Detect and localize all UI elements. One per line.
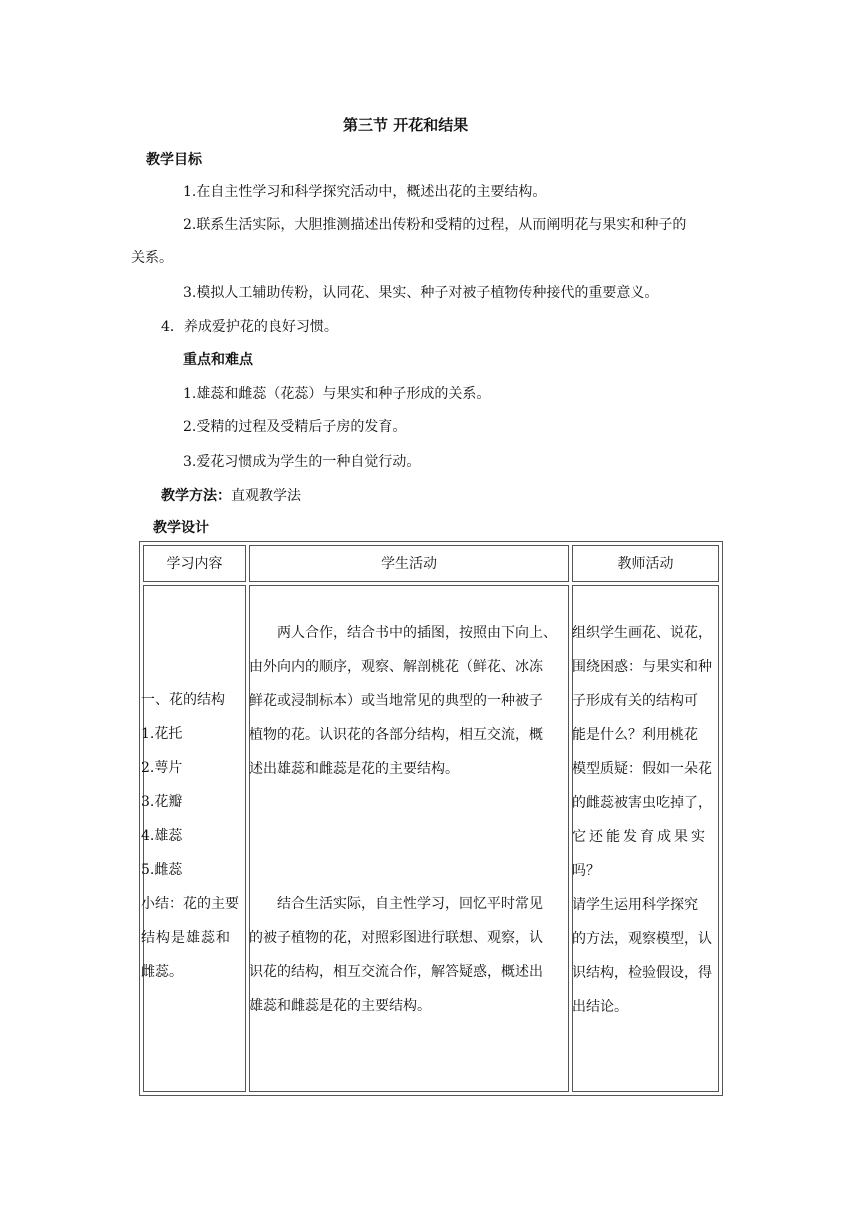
teaching-method (161, 485, 301, 505)
table-header-cell: 学生活动 (249, 545, 569, 582)
table-header-row (143, 545, 719, 582)
table-cell-line: 一、花的结构 (141, 692, 225, 708)
table-cell-line: 的方法，观察模型，认 (572, 931, 712, 947)
table-cell-line: 述出雄蕊和雌蕊是花的主要结构。 (249, 761, 459, 777)
table-cell-line: 雄蕊和雌蕊是花的主要结构。 (249, 998, 431, 1014)
table-cell-line: 鲜花或浸制标本）或当地常见的典型的一种被子 (249, 693, 543, 709)
page-title: 第三节 开花和结果 (343, 116, 469, 134)
objective-item: 1.在自主性学习和科学探究活动中，概述出花的主要结构。 (183, 184, 547, 200)
table-cell-line: 模型质疑：假如一朵花 (572, 761, 712, 777)
table-cell-line: 3.花瓣 (141, 794, 183, 810)
method-value: 直观教学法 (231, 488, 301, 504)
student-activity-text (249, 887, 543, 1023)
objectives-heading: 教学目标 (146, 152, 202, 168)
table-cell-line: 围绕困惑：与果实和种 (572, 659, 712, 675)
table-cell-line: 1.花托 (141, 726, 183, 742)
table-cell-line: 吗？ (572, 863, 600, 879)
objective-item: 2.联系生活实际，大胆推测描述出传粉和受精的过程，从而阐明花与果实和种子的 (183, 217, 687, 233)
table-cell-line: 由外向内的顺序，观察、解剖桃花（鲜花、冰冻 (249, 659, 543, 675)
table-header-cell: 学习内容 (143, 545, 246, 582)
table-cell-line: 雌蕊。 (141, 964, 183, 980)
table-cell-line: 5.雌蕊 (141, 862, 183, 878)
table-cell-line: 它还能发育成果实 (572, 829, 708, 845)
keypoint-item: 1.雄蕊和雌蕊（花蕊）与果实和种子形成的关系。 (183, 386, 491, 402)
teacher-activity-text (572, 616, 712, 1024)
table-cell-line: 的雌蕊被害虫吃掉了， (572, 795, 712, 811)
table-cell-line: 子形成有关的结构可 (572, 693, 698, 709)
table-cell-line: 2.萼片 (141, 760, 183, 776)
keypoint-item: 3.爱花习惯成为学生的一种自觉行动。 (183, 454, 421, 470)
keypoint-item: 2.受精的过程及受精后子房的发育。 (183, 419, 407, 435)
table-cell-line: 请学生运用科学探究 (572, 897, 698, 913)
table-cell-line: 能是什么？利用桃花 (572, 727, 698, 743)
student-activity-text (249, 616, 557, 786)
table-cell-line: 结构是雄蕊和 (141, 930, 231, 946)
table-cell-line: 组织学生画花、说花， (572, 625, 712, 641)
table-cell-line: 出结论。 (572, 999, 628, 1015)
objective-item: 3.模拟人工辅助传粉，认同花、果实、种子对被子植物传种接代的重要意义。 (183, 285, 659, 301)
table-cell-line: 识花的结构，相互交流合作，解答疑惑，概述出 (249, 964, 543, 980)
table-cell-line: 结合生活实际，自主性学习，回忆平时常见 (249, 896, 543, 912)
table-header-cell: 教师活动 (572, 545, 719, 582)
table-cell-line: 4.雄蕊 (141, 828, 183, 844)
objective-item: 4．养成爱护花的良好习惯。 (161, 319, 338, 335)
table-cell-line: 小结：花的主要 (141, 896, 239, 912)
design-table (139, 541, 723, 1096)
table-cell-line: 识结构，检验假设，得 (572, 965, 712, 981)
design-heading: 教学设计 (153, 520, 209, 536)
method-label: 教学方法： (161, 488, 231, 504)
table-cell-line: 两人合作，结合书中的插图，按照由下向上、 (249, 625, 557, 641)
keypoints-heading: 重点和难点 (183, 352, 253, 368)
table-cell-line: 的被子植物的花，对照彩图进行联想、观察，认 (249, 930, 543, 946)
table-cell-line: 植物的花。认识花的各部分结构，相互交流，概 (249, 727, 543, 743)
content-text (141, 683, 239, 989)
objective-item: 关系。 (131, 250, 173, 266)
